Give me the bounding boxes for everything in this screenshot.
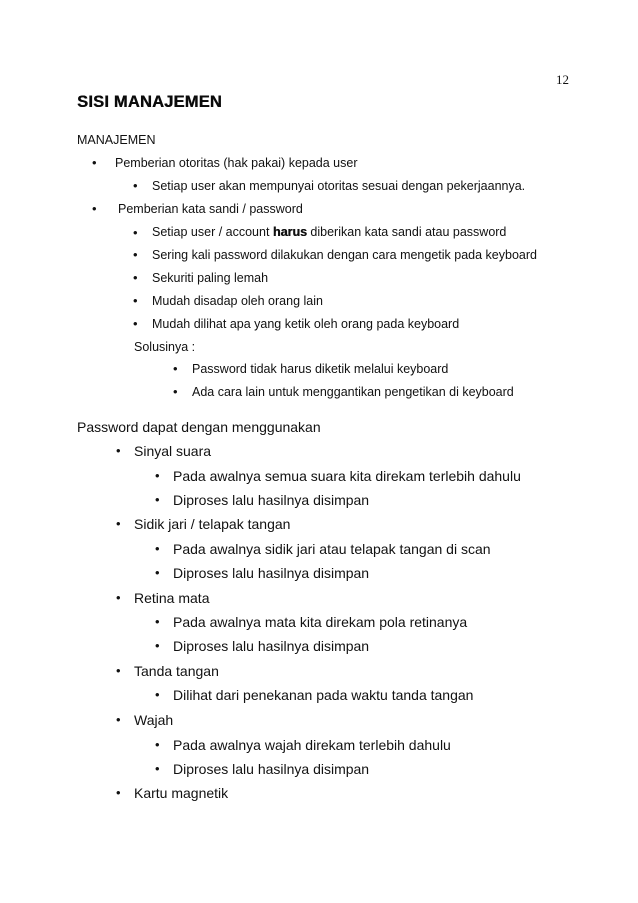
method-1-detail-2: Diproses lalu hasilnya disimpan [173, 492, 370, 508]
manajemen-item-2-sub-2: Sering kali password dilakukan dengan cara mengetik pada keyboard [152, 248, 537, 262]
method-2-detail-2: Diproses lalu hasilnya disimpan [173, 565, 370, 581]
bullet-icon: • [155, 468, 160, 483]
bullet-icon: • [155, 541, 160, 556]
bullet-icon: • [133, 178, 138, 193]
page-title: SISI MANAJEMEN [77, 93, 222, 111]
bullet-icon: • [133, 270, 138, 285]
manajemen-item-1-sub: Setiap user akan mempunyai otoritas sesuai dengan pekerjaannya. [152, 179, 526, 193]
method-2-label: Sidik jari / telapak tangan [134, 516, 291, 532]
sub-1-text-after: diberikan kata sandi atau password [306, 225, 507, 239]
manajemen-item-2-sub-3: Sekuriti paling lemah [152, 271, 269, 285]
emphasis-harus: harus [272, 225, 307, 239]
bullet-icon: • [92, 201, 97, 216]
bullet-icon: • [133, 293, 138, 308]
method-3-detail-1: Pada awalnya mata kita direkam pola retinanya [173, 614, 468, 630]
bullet-icon: • [133, 316, 138, 331]
bullet-icon: • [155, 687, 160, 702]
manajemen-item-2-sub-4: Mudah disadap oleh orang lain [152, 294, 323, 308]
bullet-icon: • [116, 590, 121, 605]
bullet-icon: • [133, 247, 138, 262]
method-4-detail-1: Dilihat dari penekanan pada waktu tanda tangan [173, 687, 474, 703]
bullet-icon: • [92, 155, 97, 170]
bullet-icon: • [155, 565, 160, 580]
bullet-icon: • [116, 712, 121, 727]
section-label: MANAJEMEN [77, 133, 156, 147]
bullet-icon: • [155, 614, 160, 629]
method-1-label: Sinyal suara [134, 443, 212, 459]
manajemen-item-2-sub-5: Mudah dilihat apa yang ketik oleh orang pada keyboard [152, 317, 460, 331]
bullet-icon: • [173, 361, 178, 376]
method-6-label: Kartu magnetik [134, 785, 229, 801]
method-2-detail-1: Pada awalnya sidik jari atau telapak tangan di scan [173, 541, 491, 557]
page-number: 12 [556, 72, 569, 87]
method-1-detail-1: Pada awalnya semua suara kita direkam terlebih dahulu [173, 468, 521, 484]
bullet-icon: • [116, 443, 121, 458]
bullet-icon: • [155, 761, 160, 776]
solution-1: Password tidak harus diketik melalui keyboard [192, 362, 449, 376]
password-heading: Password dapat dengan menggunakan [77, 419, 321, 435]
bullet-icon: • [155, 638, 160, 653]
bullet-icon: • [116, 785, 121, 800]
method-5-detail-2: Diproses lalu hasilnya disimpan [173, 761, 370, 777]
bullet-icon: • [116, 516, 121, 531]
method-5-detail-1: Pada awalnya wajah direkam terlebih dahulu [173, 737, 451, 753]
method-4-label: Tanda tangan [134, 663, 219, 679]
solution-label: Solusinya : [134, 340, 196, 354]
sub-1-text-before: Setiap user / account [152, 225, 273, 239]
method-3-detail-2: Diproses lalu hasilnya disimpan [173, 638, 370, 654]
manajemen-item-2: Pemberian kata sandi / password [118, 202, 303, 216]
bullet-icon: • [133, 225, 138, 240]
bullet-icon: • [173, 384, 178, 399]
bullet-icon: • [116, 663, 121, 678]
solution-2: Ada cara lain untuk menggantikan pengetikan di keyboard [192, 385, 514, 399]
method-3-label: Retina mata [134, 590, 210, 606]
bullet-icon: • [155, 492, 160, 507]
manajemen-item-2-sub-1 [152, 225, 506, 239]
bullet-icon: • [155, 737, 160, 752]
manajemen-item-1: Pemberian otoritas (hak pakai) kepada user [115, 156, 358, 170]
method-5-label: Wajah [134, 712, 174, 728]
